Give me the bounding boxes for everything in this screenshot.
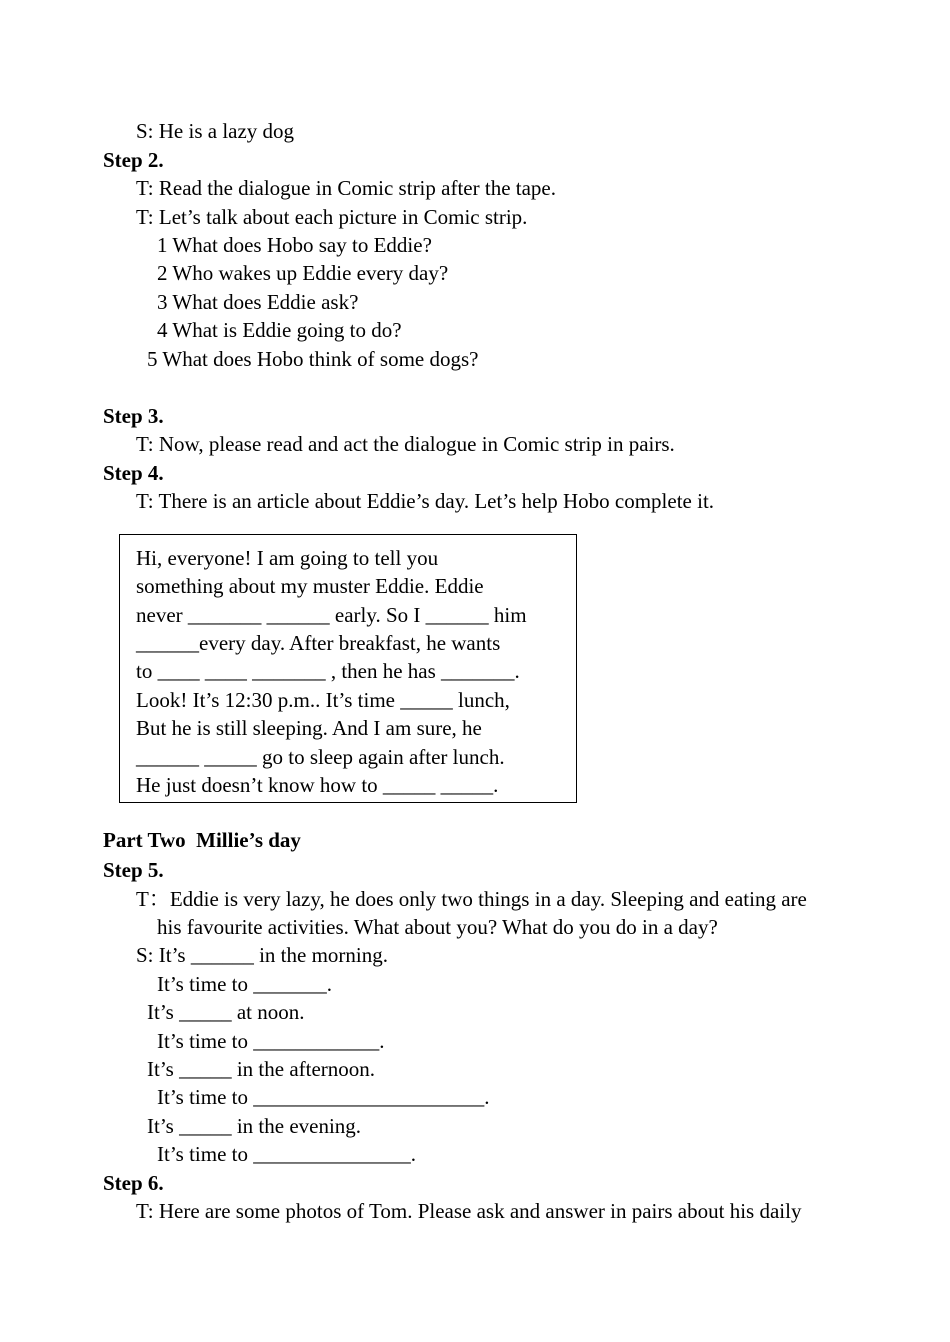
article-line-2: something about my muster Eddie. Eddie [136,574,484,598]
question-5: 5 What does Hobo think of some dogs? [147,347,479,371]
question-2: 2 Who wakes up Eddie every day? [157,261,449,285]
article-line-7: But he is still sleeping. And I am sure, he [136,716,482,740]
step-3-teacher-line: T: Now, please read and act the dialogue in Comic strip in pairs. [136,432,675,456]
article-line-6: Look! It’s 12:30 p.m.. It’s time _____ lunch, [136,688,510,712]
question-4: 4 What is Eddie going to do? [157,318,402,342]
step-5-answer-2: It’s time to _______. [157,972,332,996]
article-line-9: He just doesn’t know how to _____ _____. [136,773,499,797]
step-5-teacher-line: T：Eddie is very lazy, he does only two things in a day. Sleeping and eating are [136,887,807,911]
step-5-heading: Step 5. [103,858,164,882]
step-2-heading: Step 2. [103,148,164,172]
article-line-8: ______ _____ go to sleep again after lunch. [136,745,505,769]
question-1: 1 What does Hobo say to Eddie? [157,233,432,257]
step-4-heading: Step 4. [103,461,164,485]
article-line-3: never _______ ______ early. So I ______ him [136,603,527,627]
step-6-heading: Step 6. [103,1171,164,1195]
step-5-answer-3: It’s _____ at noon. [147,1000,305,1024]
part-two-heading: Part Two Millie’s day [103,828,301,852]
step-5-answer-5: It’s _____ in the afternoon. [147,1057,376,1081]
article-line-5: to ____ ____ _______ , then he has _______. [136,659,520,683]
step-5-answer-8: It’s time to _______________. [157,1142,416,1166]
step-5-answer-7: It’s _____ in the evening. [147,1114,362,1138]
step-2-teacher-line-1: T: Read the dialogue in Comic strip after the tape. [136,176,556,200]
step-5-answer-1: S: It’s ______ in the morning. [136,943,388,967]
question-3: 3 What does Eddie ask? [157,290,359,314]
step-2-teacher-line-2: T: Let’s talk about each picture in Comic strip. [136,205,528,229]
step-5-answer-4: It’s time to ____________. [157,1029,385,1053]
step-5-teacher-line-cont: his favourite activities. What about you? What do you do in a day? [157,915,718,939]
article-line-1: Hi, everyone! I am going to tell you [136,546,439,570]
step-4-teacher-line: T: There is an article about Eddie’s day. Let’s help Hobo complete it. [136,489,715,513]
step-5-answer-6: It’s time to ______________________. [157,1085,490,1109]
article-line-4: ______every day. After breakfast, he wants [136,631,501,655]
step-6-teacher-line: T: Here are some photos of Tom. Please ask and answer in pairs about his daily [136,1199,802,1223]
student-answer-line: S: He is a lazy dog [136,119,295,143]
step-3-heading: Step 3. [103,404,164,428]
